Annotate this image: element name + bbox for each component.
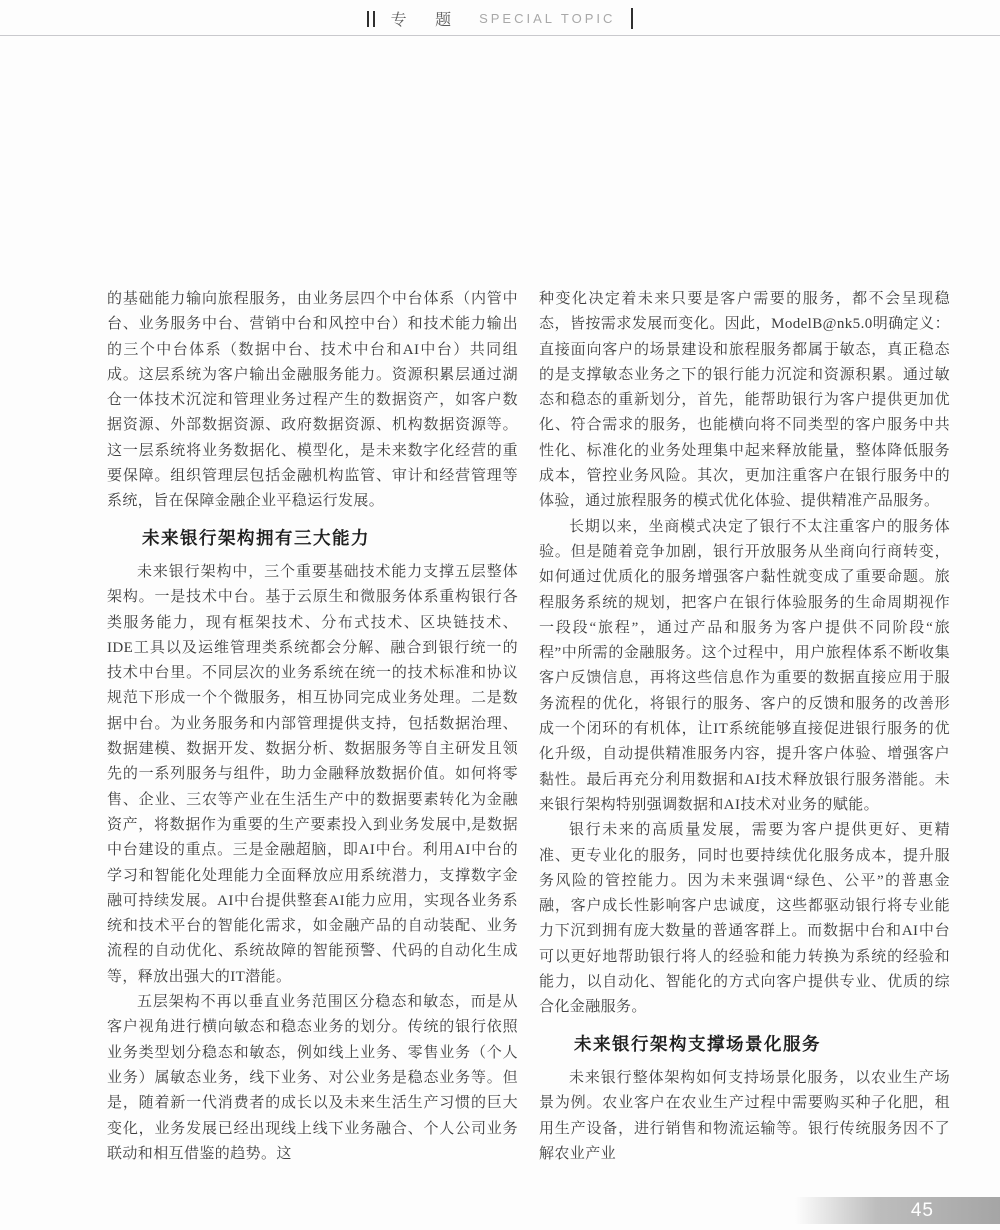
section-heading-capabilities: 未来银行架构拥有三大能力 [142, 527, 370, 548]
paragraph: 长期以来，坐商模式决定了银行不太注重客户的服务体验。但是随着竞争加剧，银行开放服务从坐商向行商转变，如何通过优质化的服务增强客户黏性就变成了重要命题。旅程服务系统的规划，把客户在银行体验服务的生命周期视作一段段“旅程”，通过产品和服务为客户提供不同阶段“旅程”中所需的金融服务。这个过程中，用户旅程体系不断收集客户反馈信息，再将这些信息作为重要的数据直接应用于服务流程的优化，将银行的服务、客户的反馈和服务的改善形成一个闭环的有机体，让IT系统能够直接促进银行服务的优化升级，自动提供精准服务内容，提升客户体验、增强客户黏性。最后再充分利用数据和AI技术释放银行服务潜能。未来银行架构特别强调数据和AI技术对业务的赋能。 [539, 518, 950, 813]
page-number-bar [795, 1197, 1000, 1224]
section-heading-scenario-services: 未来银行架构支撑场景化服务 [574, 1033, 821, 1054]
page-number: 45 [910, 1199, 934, 1221]
paragraph: 银行未来的高质量发展，需要为客户提供更好、更精准、更专业化的服务，同时也要持续优化服务成本，提升服务风险的管控能力。因为未来强调“绿色、公平”的普惠金融，客户成长性影响客户忠诚度，这些都驱动银行将专业能力下沉到拥有庞大数量的普通客群上。而数据中台和AI中台可以更好地帮助银行将人的经验和能力转换为系统的经验和能力，以自动化、智能化的方式向客户提供专业、优质的综合化金融服务。 [539, 822, 950, 1016]
paragraph: 五层架构不再以垂直业务范围区分稳态和敏态，而是从客户视角进行横向敏态和稳态业务的划分。传统的银行依照业务类型划分稳态和敏态，例如线上业务、零售业务（个人业务）属敏态业务，线下业务、对公业务是稳态业务等。但是，随着新一代消费者的成长以及未来生活生产习惯的巨大变化，业务发展已经出现线上线下业务融合、个人公司业务联动和相互借鉴的趋势。这 [107, 994, 518, 1162]
paragraph: 未来银行架构中，三个重要基础技术能力支撑五层整体架构。一是技术中台。基于云原生和微服务体系重构银行各类服务能力，现有框架技术、分布式技术、区块链技术、IDE工具以及运维管理类系统都会分解、融合到银行统一的技术中台里。不同层次的业务系统在统一的技术标准和协议规范下形成一个个微服务，相互协同完成业务处理。二是数据中台。为业务服务和内部管理提供支持，包括数据治理、数据建模、数据开发、数据分析、数据服务等自主研发且领先的一系列服务与组件，助力金融释放数据价值。如何将零售、企业、三农等产业在生活生产中的数据要素转化为金融资产，将数据作为重要的生产要素投入到业务发展中,是数据中台建设的重点。三是金融超脑，即AI中台。利用AI中台的学习和智能化处理能力全面释放应用系统潜力，支撑数字金融可持续发展。AI中台提供整套AI能力应用，实现各业务系统和技术平台的智能化需求，如金融产品的自动装配、业务流程的自动优化、系统故障的智能预警、代码的自动化生成等，释放出强大的IT潜能。 [107, 563, 518, 985]
paragraph: 的基础能力输向旅程服务，由业务层四个中台体系（内管中台、业务服务中台、营销中台和风控中台）和技术能力输出的三个中台体系（数据中台、技术中台和AI中台）共同组成。这层系统为客户输出金融服务能力。资源积累层通过湖仓一体技术沉淀和管理业务过程产生的数据资产，如客户数据资源、外部数据资源、政府数据资源、机构数据资源等。这一层系统将业务数据化、模型化，是未来数字化经营的重要保障。组织管理层包括金融机构监管、审计和经营管理等系统，旨在保障金融企业平稳运行发展。 [107, 291, 518, 510]
page-header [0, 7, 1000, 30]
column-right [539, 287, 950, 1167]
header-single-bar-icon [631, 8, 633, 29]
article-body [107, 287, 950, 1167]
column-left [107, 287, 518, 1167]
header-divider-line [0, 35, 1000, 36]
topic-label-cn: 专 题 [390, 12, 464, 29]
header-double-bar-icon [367, 11, 375, 27]
topic-label-en: SPECIAL TOPIC [479, 11, 616, 26]
paragraph: 未来银行整体架构如何支持场景化服务，以农业生产场景为例。农业客户在农业生产过程中需要购买种子化肥，租用生产设备，进行销售和物流运输等。银行传统服务因不了解农业产业 [539, 1069, 950, 1162]
paragraph: 种变化决定着未来只要是客户需要的服务，都不会呈现稳态，皆按需求发展而变化。因此，ModelB@nk5.0明确定义：直接面向客户的场景建设和旅程服务都属于敏态，真正稳态的是支撑敏态业务之下的银行能力沉淀和资源积累。通过敏态和稳态的重新划分，首先，能帮助银行为客户提供更加优化、符合需求的服务，也能横向将不同类型的客户服务中共性化、标准化的业务处理集中起来释放能量，整体降低服务成本，管控业务风险。其次，更加注重客户在银行服务中的体验，通过旅程服务的模式优化体验、提供精准产品服务。 [539, 291, 950, 510]
